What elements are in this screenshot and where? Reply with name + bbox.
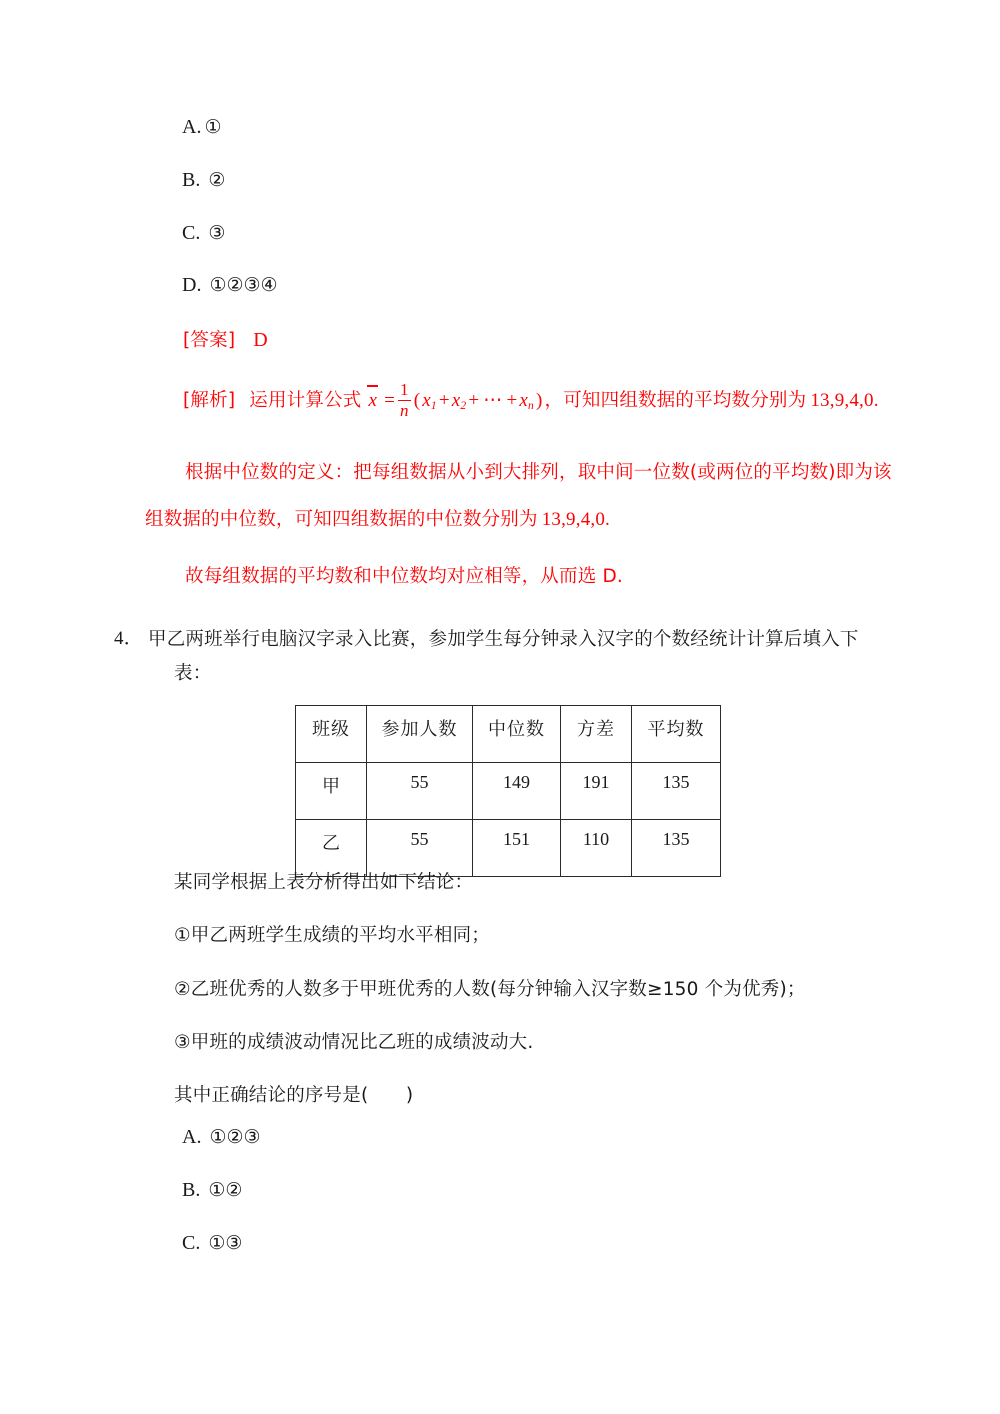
option-d-q3-circles: ①②③④ [209, 274, 278, 296]
option-c-q4-circles: ①③ [208, 1232, 243, 1254]
option-a-q3 [182, 116, 222, 139]
mean-formula [367, 382, 544, 421]
analysis-line [183, 382, 879, 421]
table-row1-mean: 135 [632, 820, 721, 877]
formula-overbar [367, 385, 378, 387]
option-a-q4 [182, 1126, 261, 1149]
question4-stem-line1: 甲乙两班举行电脑汉字录入比赛，参加学生每分钟录入汉字的个数经统计计算后填入下 [148, 629, 859, 650]
table-row1-median: 151 [473, 820, 561, 877]
option-b-q3 [182, 169, 225, 192]
option-c-q3 [182, 222, 225, 245]
analysis-label: [解析] [183, 390, 236, 412]
formula-mean-symbol: x [367, 387, 378, 416]
table-header-median: 中位数 [473, 706, 561, 763]
formula-term3: x [519, 390, 529, 411]
formula-plus3: + [506, 390, 518, 411]
conclusion-2: ②乙班优秀的人数多于甲班优秀的人数(每分钟输入汉字数≥150 个为优秀)； [174, 979, 806, 1000]
analysis-median-values: 13,9,4,0. [541, 509, 611, 530]
statistics-table [295, 705, 721, 877]
formula-term2: x [451, 390, 461, 411]
answer-value: D [253, 329, 268, 351]
table-header-mean: 平均数 [632, 706, 721, 763]
option-d-q3 [182, 274, 278, 297]
table-row1-participants: 55 [367, 820, 473, 877]
option-c-q4 [182, 1232, 242, 1255]
question4-stem-line2: 表： [174, 663, 212, 684]
analysis-intro: 运用计算公式 [249, 390, 362, 412]
table-row [296, 763, 721, 820]
option-d-q3-letter: D. [182, 274, 202, 296]
option-b-q3-circles: ② [208, 169, 226, 191]
option-a-q4-circles: ①②③ [209, 1126, 261, 1148]
option-c-q3-circles: ③ [208, 222, 226, 244]
question4-prompt: 其中正确结论的序号是( ) [174, 1085, 414, 1106]
formula-fraction [398, 381, 411, 420]
formula-equals: = [384, 390, 396, 411]
answer-line [183, 325, 268, 355]
question4-number: 4． [114, 628, 143, 649]
table-row1-class: 乙 [296, 820, 367, 877]
question4-intro: 某同学根据上表分析得出如下结论： [174, 872, 474, 893]
table-header-row [296, 706, 721, 763]
analysis-mean-values: 13,9,4,0. [810, 390, 879, 412]
table-row0-median: 149 [473, 763, 561, 820]
answer-label: [答案] [183, 330, 236, 351]
table-row0-mean: 135 [632, 763, 721, 820]
analysis-paragraph2-line2 [145, 505, 610, 535]
formula-paren-open: ( [413, 390, 421, 411]
option-c-q4-letter: C. [182, 1232, 201, 1254]
analysis-paragraph2-line2-text: 组数据的中位数，可知四组数据的中位数分别为 [145, 509, 538, 530]
option-a-q4-letter: A. [182, 1126, 202, 1148]
formula-ellipsis: ⋯ [483, 390, 503, 411]
analysis-after-formula: ，可知四组数据的平均数分别为 [544, 390, 807, 412]
option-a-q3-letter: A. [182, 116, 202, 138]
formula-plus1: + [438, 390, 450, 411]
table-row0-participants: 55 [367, 763, 473, 820]
option-c-q3-letter: C. [182, 222, 201, 244]
analysis-paragraph2-line1: 根据中位数的定义：把每组数据从小到大排列，取中间一位数(或两位的平均数)即为该 [185, 462, 892, 483]
analysis-paragraph3: 故每组数据的平均数和中位数均对应相等，从而选 D. [185, 566, 624, 587]
table-header-participants: 参加人数 [367, 706, 473, 763]
option-b-q4-circles: ①② [208, 1179, 243, 1201]
formula-term2-sub: 2 [460, 400, 467, 412]
table-row0-variance: 191 [561, 763, 632, 820]
formula-term3-sub: n [528, 400, 534, 412]
conclusion-3: ③甲班的成绩波动情况比乙班的成绩波动大. [174, 1032, 534, 1053]
formula-paren-close: ) [536, 390, 543, 411]
table-header-variance: 方差 [561, 706, 632, 763]
table-row1-variance: 110 [561, 820, 632, 877]
conclusion-1: ①甲乙两班学生成绩的平均水平相同； [174, 925, 490, 946]
table-row0-class: 甲 [296, 763, 367, 820]
formula-plus2: + [468, 390, 480, 411]
option-b-q4-letter: B. [182, 1179, 201, 1201]
formula-denominator: n [400, 401, 409, 421]
option-a-q3-circles: ① [204, 116, 222, 138]
option-b-q3-letter: B. [182, 169, 201, 191]
formula-term1-sub: 1 [430, 400, 437, 412]
option-b-q4 [182, 1179, 242, 1202]
table-row [296, 820, 721, 877]
formula-numerator: 1 [400, 380, 409, 399]
table-header-class: 班级 [296, 706, 367, 763]
formula-term1: x [422, 390, 431, 411]
